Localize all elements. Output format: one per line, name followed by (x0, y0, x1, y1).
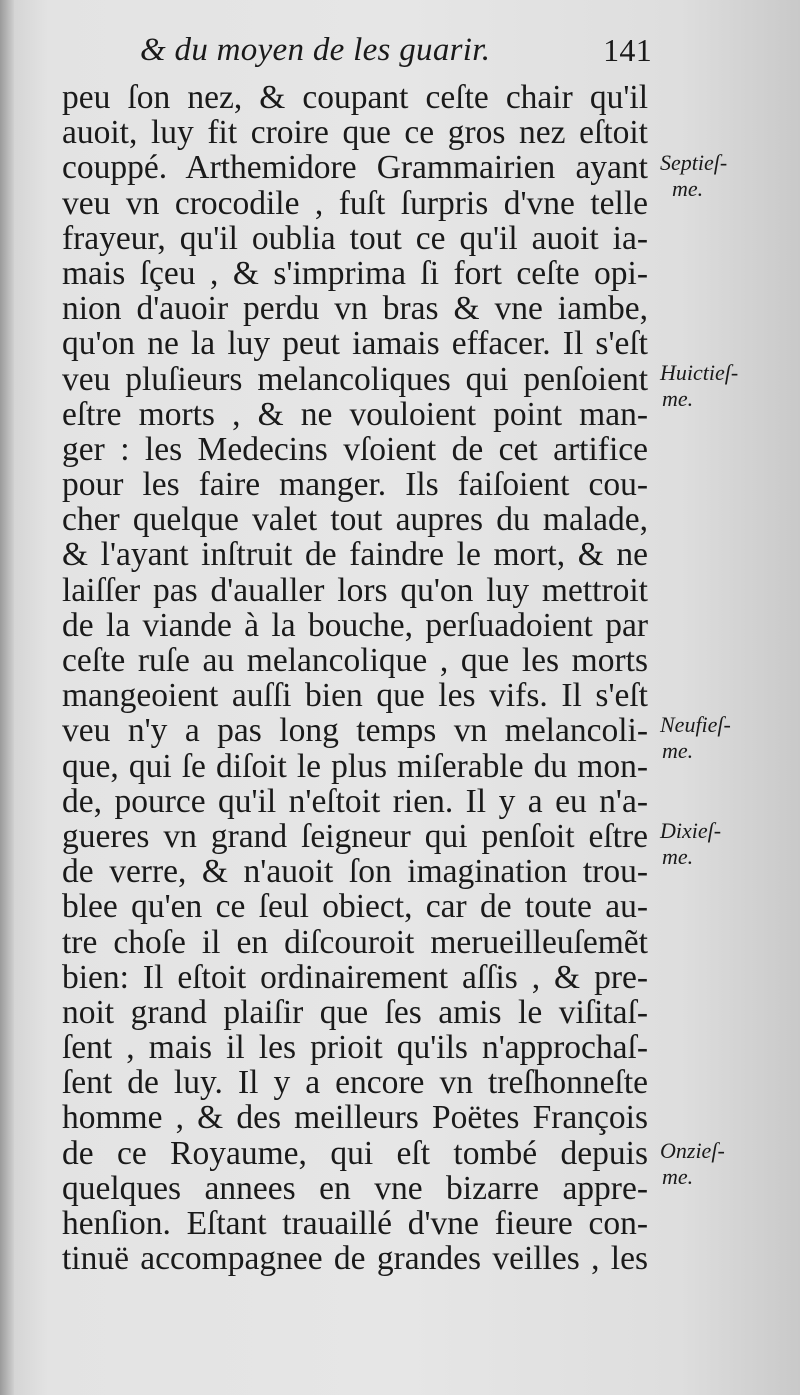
text-line: ſent de luy. Il y a encore vn treſhonneſte (62, 1065, 648, 1101)
text-line: mais ſçeu , & s'imprima ſi fort ceſte opi- (62, 255, 648, 292)
text-line: cher quelque valet tout aupres du malade, (62, 502, 648, 538)
margin-note-dixiesme (660, 818, 780, 870)
text-line: henſion. Eſtant trauaillé d'vne fieure con- (62, 1206, 648, 1242)
body-text (62, 80, 648, 1276)
text-line: bien: Il eſtoit ordinairement aſſis , & pre- (62, 959, 648, 995)
text-line: qu'on ne la luy peut iamais effacer. Il s'eſt (62, 326, 648, 362)
text-line: auoit, luy fit croire que ce gros nez eſtoit (62, 115, 648, 151)
margin-note-text: Neufieſ- (660, 712, 731, 737)
text-line: couppé. Arthemidore Grammairien ayant (62, 150, 648, 186)
margin-note-neufiesme (660, 712, 780, 764)
margin-note-text: Dixieſ- (660, 818, 722, 843)
margin-note-text: Huictieſ- (660, 360, 739, 385)
text-line: veu vn crocodile , fuſt ſurpris d'vne telle (62, 185, 648, 221)
text-line: de, pource qu'il n'eſtoit rien. Il y a eu n'a- (62, 783, 648, 819)
text-line: de la viande à la bouche, perſuadoient par (62, 607, 648, 643)
text-line: ſent , mais il les prioit qu'ils n'approchaſ- (62, 1030, 648, 1066)
text-line: nion d'auoir perdu vn bras & vne iambe, (62, 291, 648, 327)
text-line: frayeur, qu'il oublia tout ce qu'il auoit ia- (62, 220, 648, 256)
text-line: de verre, & n'auoit ſon imagination trou- (62, 854, 648, 890)
text-line: mangeoient auſſi bien que les vifs. Il s'eſt (62, 678, 648, 714)
text-line: quelques annees en vne bizarre appre- (62, 1170, 648, 1206)
page-number: 141 (603, 32, 652, 68)
margin-note-huictiesme (660, 360, 780, 412)
margin-note-text: me. (662, 1164, 694, 1189)
text-line: blee qu'en ce ſeul obiect, car de toute au- (62, 889, 648, 925)
text-line: ger : les Medecins vſoient de cet artifice (62, 431, 648, 468)
text-line: veu pluſieurs melancoliques qui penſoient (62, 361, 648, 397)
page-binding-edge (0, 0, 14, 1395)
running-head-title: & du moyen de les guarir. (140, 32, 491, 68)
margin-note-text: me. (662, 386, 694, 411)
running-head (140, 32, 660, 80)
text-line: que, qui ſe diſoit le plus miſerable du mon- (62, 748, 648, 784)
margin-note-text: Onzieſ- (660, 1138, 725, 1163)
text-line: pour les faire manger. Ils faiſoient cou- (62, 467, 648, 503)
margin-note-onziesme (660, 1138, 780, 1190)
margin-note-text: me. (672, 176, 704, 201)
text-line: laiſſer pas d'aualler lors qu'on luy mettroit (62, 572, 648, 608)
margin-note-text: me. (662, 844, 694, 869)
text-line: de ce Royaume, qui eſt tombé depuis (62, 1135, 648, 1171)
text-line: veu n'y a pas long temps vn melancoli- (62, 713, 648, 749)
text-line: tinuë accompagnee de grandes veilles , les (62, 1241, 648, 1277)
text-line: & l'ayant inſtruit de faindre le mort, & ne (62, 537, 648, 573)
text-line: eſtre morts , & ne vouloient point man- (62, 396, 648, 432)
text-line: noit grand plaiſir que ſes amis le viſitaſ- (62, 994, 648, 1031)
margin-note-text: me. (662, 738, 694, 763)
text-line: ceſte ruſe au melancolique , que les morts (62, 643, 648, 679)
margin-note-septiesme (660, 150, 780, 202)
text-line: tre choſe il en diſcouroit merueilleuſemẽt (62, 924, 648, 960)
text-line: homme , & des meilleurs Poëtes François (62, 1100, 648, 1136)
margin-note-text: Septieſ- (660, 150, 728, 175)
text-line: gueres vn grand ſeigneur qui penſoit eſtre (62, 818, 648, 855)
text-line: peu ſon nez, & coupant ceſte chair qu'il (62, 80, 648, 116)
